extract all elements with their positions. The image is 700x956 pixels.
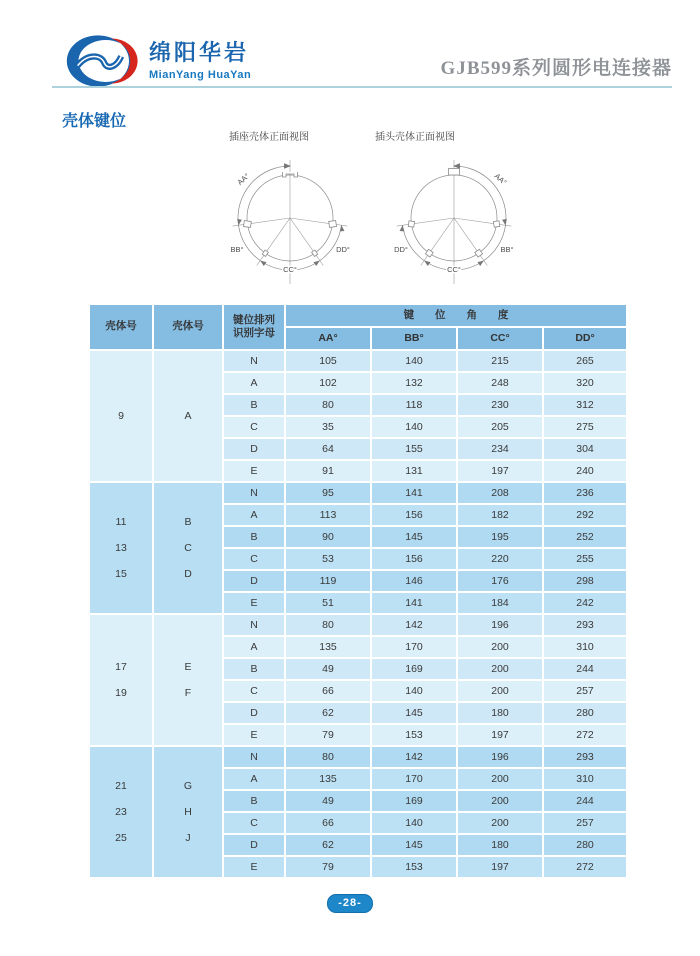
angle-value-cell: 64 <box>286 439 370 459</box>
key-icon <box>475 249 483 257</box>
header-key-id-line2: 识别字母 <box>233 327 275 339</box>
angle-value-cell: 205 <box>458 417 542 437</box>
key-letter-cell: E <box>224 461 284 481</box>
header-shell-no-1: 壳体号 <box>90 305 152 349</box>
footer <box>0 893 700 913</box>
angle-value-cell: 145 <box>372 835 456 855</box>
angle-value-cell: 153 <box>372 857 456 877</box>
stack-value: 9 <box>118 410 124 422</box>
angle-value-cell: 142 <box>372 747 456 767</box>
key-angle-table-wrap <box>88 303 612 879</box>
shell-key-diagrams <box>215 128 529 296</box>
stack-value: 15 <box>115 568 127 580</box>
angle-value-cell: 169 <box>372 791 456 811</box>
angle-value-cell: 320 <box>544 373 626 393</box>
shell-number-cell <box>90 747 152 877</box>
keyway-icon <box>329 221 337 228</box>
angle-value-cell: 141 <box>372 593 456 613</box>
angle-value-cell: 135 <box>286 637 370 657</box>
angle-value-cell: 298 <box>544 571 626 591</box>
table-row <box>90 483 626 503</box>
angle-value-cell: 80 <box>286 615 370 635</box>
key-letter-cell: E <box>224 725 284 745</box>
angle-value-cell: 140 <box>372 351 456 371</box>
key-letter-cell: C <box>224 813 284 833</box>
angle-value-cell: 208 <box>458 483 542 503</box>
angle-value-cell: 220 <box>458 549 542 569</box>
brand-text <box>149 41 251 80</box>
angle-value-cell: 272 <box>544 857 626 877</box>
key-letter-cell: C <box>224 549 284 569</box>
key-letter-cell: A <box>224 769 284 789</box>
socket-shell-diagram <box>215 146 365 296</box>
angle-value-cell: 62 <box>286 703 370 723</box>
key-letter-cell: N <box>224 747 284 767</box>
table-header-row <box>90 305 626 326</box>
angle-value-cell: 66 <box>286 813 370 833</box>
angle-value-cell: 197 <box>458 725 542 745</box>
angle-label-aa: AA° <box>492 171 509 187</box>
angle-value-cell: 200 <box>458 769 542 789</box>
stack-value: B <box>184 516 192 528</box>
angle-label-bb: BB° <box>230 245 244 254</box>
stack-value: J <box>185 832 191 844</box>
angle-value-cell: 79 <box>286 857 370 877</box>
plug-shell-figure <box>375 128 529 296</box>
key-letter-cell: B <box>224 395 284 415</box>
angle-value-cell: 153 <box>372 725 456 745</box>
angle-value-cell: 91 <box>286 461 370 481</box>
angle-value-cell: 132 <box>372 373 456 393</box>
angle-value-cell: 197 <box>458 857 542 877</box>
angle-value-cell: 140 <box>372 417 456 437</box>
shell-number-cell <box>90 615 152 745</box>
header-angle-group: 键 位 角 度 <box>286 305 626 326</box>
angle-label-bb: BB° <box>500 245 514 254</box>
angle-value-cell: 140 <box>372 813 456 833</box>
angle-value-cell: 255 <box>544 549 626 569</box>
key-letter-cell: E <box>224 857 284 877</box>
key-letter-cell: A <box>224 373 284 393</box>
header-rule <box>52 86 672 88</box>
plug-diagram-caption: 插头壳体正面视图 <box>375 132 455 143</box>
angle-value-cell: 35 <box>286 417 370 437</box>
stack-value: 21 <box>115 780 127 792</box>
shell-number-cell <box>90 483 152 613</box>
key-letter-cell: A <box>224 505 284 525</box>
angle-value-cell: 310 <box>544 769 626 789</box>
shell-letter-cell <box>154 615 222 745</box>
header-angle-aa: AA° <box>286 328 370 349</box>
angle-value-cell: 196 <box>458 615 542 635</box>
key-letter-cell: A <box>224 637 284 657</box>
section-title: 壳体键位 <box>62 113 127 130</box>
angle-value-cell: 244 <box>544 791 626 811</box>
angle-value-cell: 182 <box>458 505 542 525</box>
brand-name-cn: 绵阳华岩 <box>149 40 250 66</box>
angle-value-cell: 293 <box>544 747 626 767</box>
header-angle-bb: BB° <box>372 328 456 349</box>
angle-value-cell: 197 <box>458 461 542 481</box>
angle-value-cell: 304 <box>544 439 626 459</box>
angle-value-cell: 240 <box>544 461 626 481</box>
angle-value-cell: 80 <box>286 395 370 415</box>
keyway-icon <box>262 250 268 256</box>
stack-value: 13 <box>115 542 127 554</box>
angle-value-cell: 49 <box>286 659 370 679</box>
angle-value-cell: 215 <box>458 351 542 371</box>
angle-value-cell: 142 <box>372 615 456 635</box>
stack-value: H <box>184 806 192 818</box>
stack-value: F <box>184 687 192 699</box>
angle-value-cell: 140 <box>372 681 456 701</box>
angle-value-cell: 180 <box>458 835 542 855</box>
master-key-icon <box>449 169 460 176</box>
table-row <box>90 747 626 767</box>
header-angle-cc: CC° <box>458 328 542 349</box>
angle-value-cell: 242 <box>544 593 626 613</box>
angle-value-cell: 90 <box>286 527 370 547</box>
angle-value-cell: 293 <box>544 615 626 635</box>
stack-value: G <box>183 780 193 792</box>
angle-value-cell: 146 <box>372 571 456 591</box>
angle-value-cell: 113 <box>286 505 370 525</box>
stack-value: 19 <box>115 687 127 699</box>
angle-value-cell: 95 <box>286 483 370 503</box>
shell-letter-cell <box>154 483 222 613</box>
key-letter-cell: B <box>224 527 284 547</box>
angle-value-cell: 105 <box>286 351 370 371</box>
angle-value-cell: 234 <box>458 439 542 459</box>
brand-name-en: MianYang HuaYan <box>149 68 252 81</box>
angle-value-cell: 170 <box>372 637 456 657</box>
angle-value-cell: 119 <box>286 571 370 591</box>
doc-title: GJB599系列圆形电连接器 <box>440 58 672 79</box>
header-brand <box>62 33 251 89</box>
angle-value-cell: 118 <box>372 395 456 415</box>
shell-number-cell <box>90 351 152 481</box>
key-letter-cell: N <box>224 615 284 635</box>
angle-value-cell: 257 <box>544 681 626 701</box>
angle-label-cc: CC° <box>283 265 297 274</box>
angle-value-cell: 53 <box>286 549 370 569</box>
key-letter-cell: C <box>224 417 284 437</box>
angle-value-cell: 312 <box>544 395 626 415</box>
angle-value-cell: 200 <box>458 813 542 833</box>
plug-shell-diagram <box>379 146 529 296</box>
key-letter-cell: B <box>224 791 284 811</box>
angle-value-cell: 236 <box>544 483 626 503</box>
table-body <box>90 351 626 877</box>
angle-value-cell: 200 <box>458 637 542 657</box>
key-letter-cell: D <box>224 439 284 459</box>
key-letter-cell: D <box>224 703 284 723</box>
angle-label-dd: DD° <box>394 245 408 254</box>
angle-value-cell: 131 <box>372 461 456 481</box>
angle-value-cell: 156 <box>372 505 456 525</box>
angle-value-cell: 200 <box>458 681 542 701</box>
angle-value-cell: 169 <box>372 659 456 679</box>
angle-label-dd: DD° <box>336 245 350 254</box>
angle-value-cell: 244 <box>544 659 626 679</box>
table-row <box>90 615 626 635</box>
angle-value-cell: 195 <box>458 527 542 547</box>
key-letter-cell: N <box>224 483 284 503</box>
angle-value-cell: 62 <box>286 835 370 855</box>
key-icon <box>493 221 499 227</box>
angle-value-cell: 51 <box>286 593 370 613</box>
socket-diagram-caption: 插座壳体正面视图 <box>229 132 309 143</box>
brand-logo-icon <box>62 33 140 89</box>
angle-value-cell: 272 <box>544 725 626 745</box>
angle-value-cell: 200 <box>458 659 542 679</box>
angle-value-cell: 292 <box>544 505 626 525</box>
angle-value-cell: 170 <box>372 769 456 789</box>
shell-letter-cell <box>154 747 222 877</box>
angle-value-cell: 145 <box>372 703 456 723</box>
key-letter-cell: N <box>224 351 284 371</box>
angle-value-cell: 275 <box>544 417 626 437</box>
angle-value-cell: 156 <box>372 549 456 569</box>
angle-value-cell: 180 <box>458 703 542 723</box>
shell-letter-cell <box>154 351 222 481</box>
key-angle-table <box>88 303 628 879</box>
header-key-id <box>224 305 284 349</box>
angle-value-cell: 155 <box>372 439 456 459</box>
stack-value: 25 <box>115 832 127 844</box>
angle-value-cell: 145 <box>372 527 456 547</box>
angle-value-cell: 80 <box>286 747 370 767</box>
header-key-id-line1: 键位排列 <box>233 313 275 326</box>
angle-value-cell: 176 <box>458 571 542 591</box>
stack-value: E <box>184 661 192 673</box>
stack-value: C <box>184 542 192 554</box>
key-icon <box>425 249 433 257</box>
keyway-icon <box>244 221 252 228</box>
angle-value-cell: 79 <box>286 725 370 745</box>
stack-value: 11 <box>115 516 127 528</box>
angle-label-aa: AA° <box>235 171 252 187</box>
angle-value-cell: 265 <box>544 351 626 371</box>
angle-value-cell: 200 <box>458 791 542 811</box>
key-icon <box>408 221 414 227</box>
angle-value-cell: 248 <box>458 373 542 393</box>
header-shell-no-2: 壳体号 <box>154 305 222 349</box>
key-letter-cell: D <box>224 835 284 855</box>
stack-value: 17 <box>115 661 127 673</box>
angle-value-cell: 49 <box>286 791 370 811</box>
angle-value-cell: 310 <box>544 637 626 657</box>
key-letter-cell: C <box>224 681 284 701</box>
table-row <box>90 351 626 371</box>
angle-value-cell: 135 <box>286 769 370 789</box>
angle-value-cell: 257 <box>544 813 626 833</box>
stack-value: D <box>184 568 192 580</box>
angle-value-cell: 196 <box>458 747 542 767</box>
stack-value: 23 <box>115 806 127 818</box>
angle-value-cell: 66 <box>286 681 370 701</box>
page-number-badge: -28- <box>327 894 373 913</box>
angle-label-cc: CC° <box>447 265 461 274</box>
angle-value-cell: 184 <box>458 593 542 613</box>
key-letter-cell: B <box>224 659 284 679</box>
angle-value-cell: 280 <box>544 835 626 855</box>
keyway-icon <box>312 250 318 256</box>
angle-value-cell: 102 <box>286 373 370 393</box>
key-letter-cell: D <box>224 571 284 591</box>
key-letter-cell: E <box>224 593 284 613</box>
socket-shell-figure <box>215 128 365 296</box>
angle-value-cell: 252 <box>544 527 626 547</box>
angle-value-cell: 280 <box>544 703 626 723</box>
angle-value-cell: 141 <box>372 483 456 503</box>
stack-value: A <box>184 410 192 422</box>
angle-value-cell: 230 <box>458 395 542 415</box>
header-angle-dd: DD° <box>544 328 626 349</box>
